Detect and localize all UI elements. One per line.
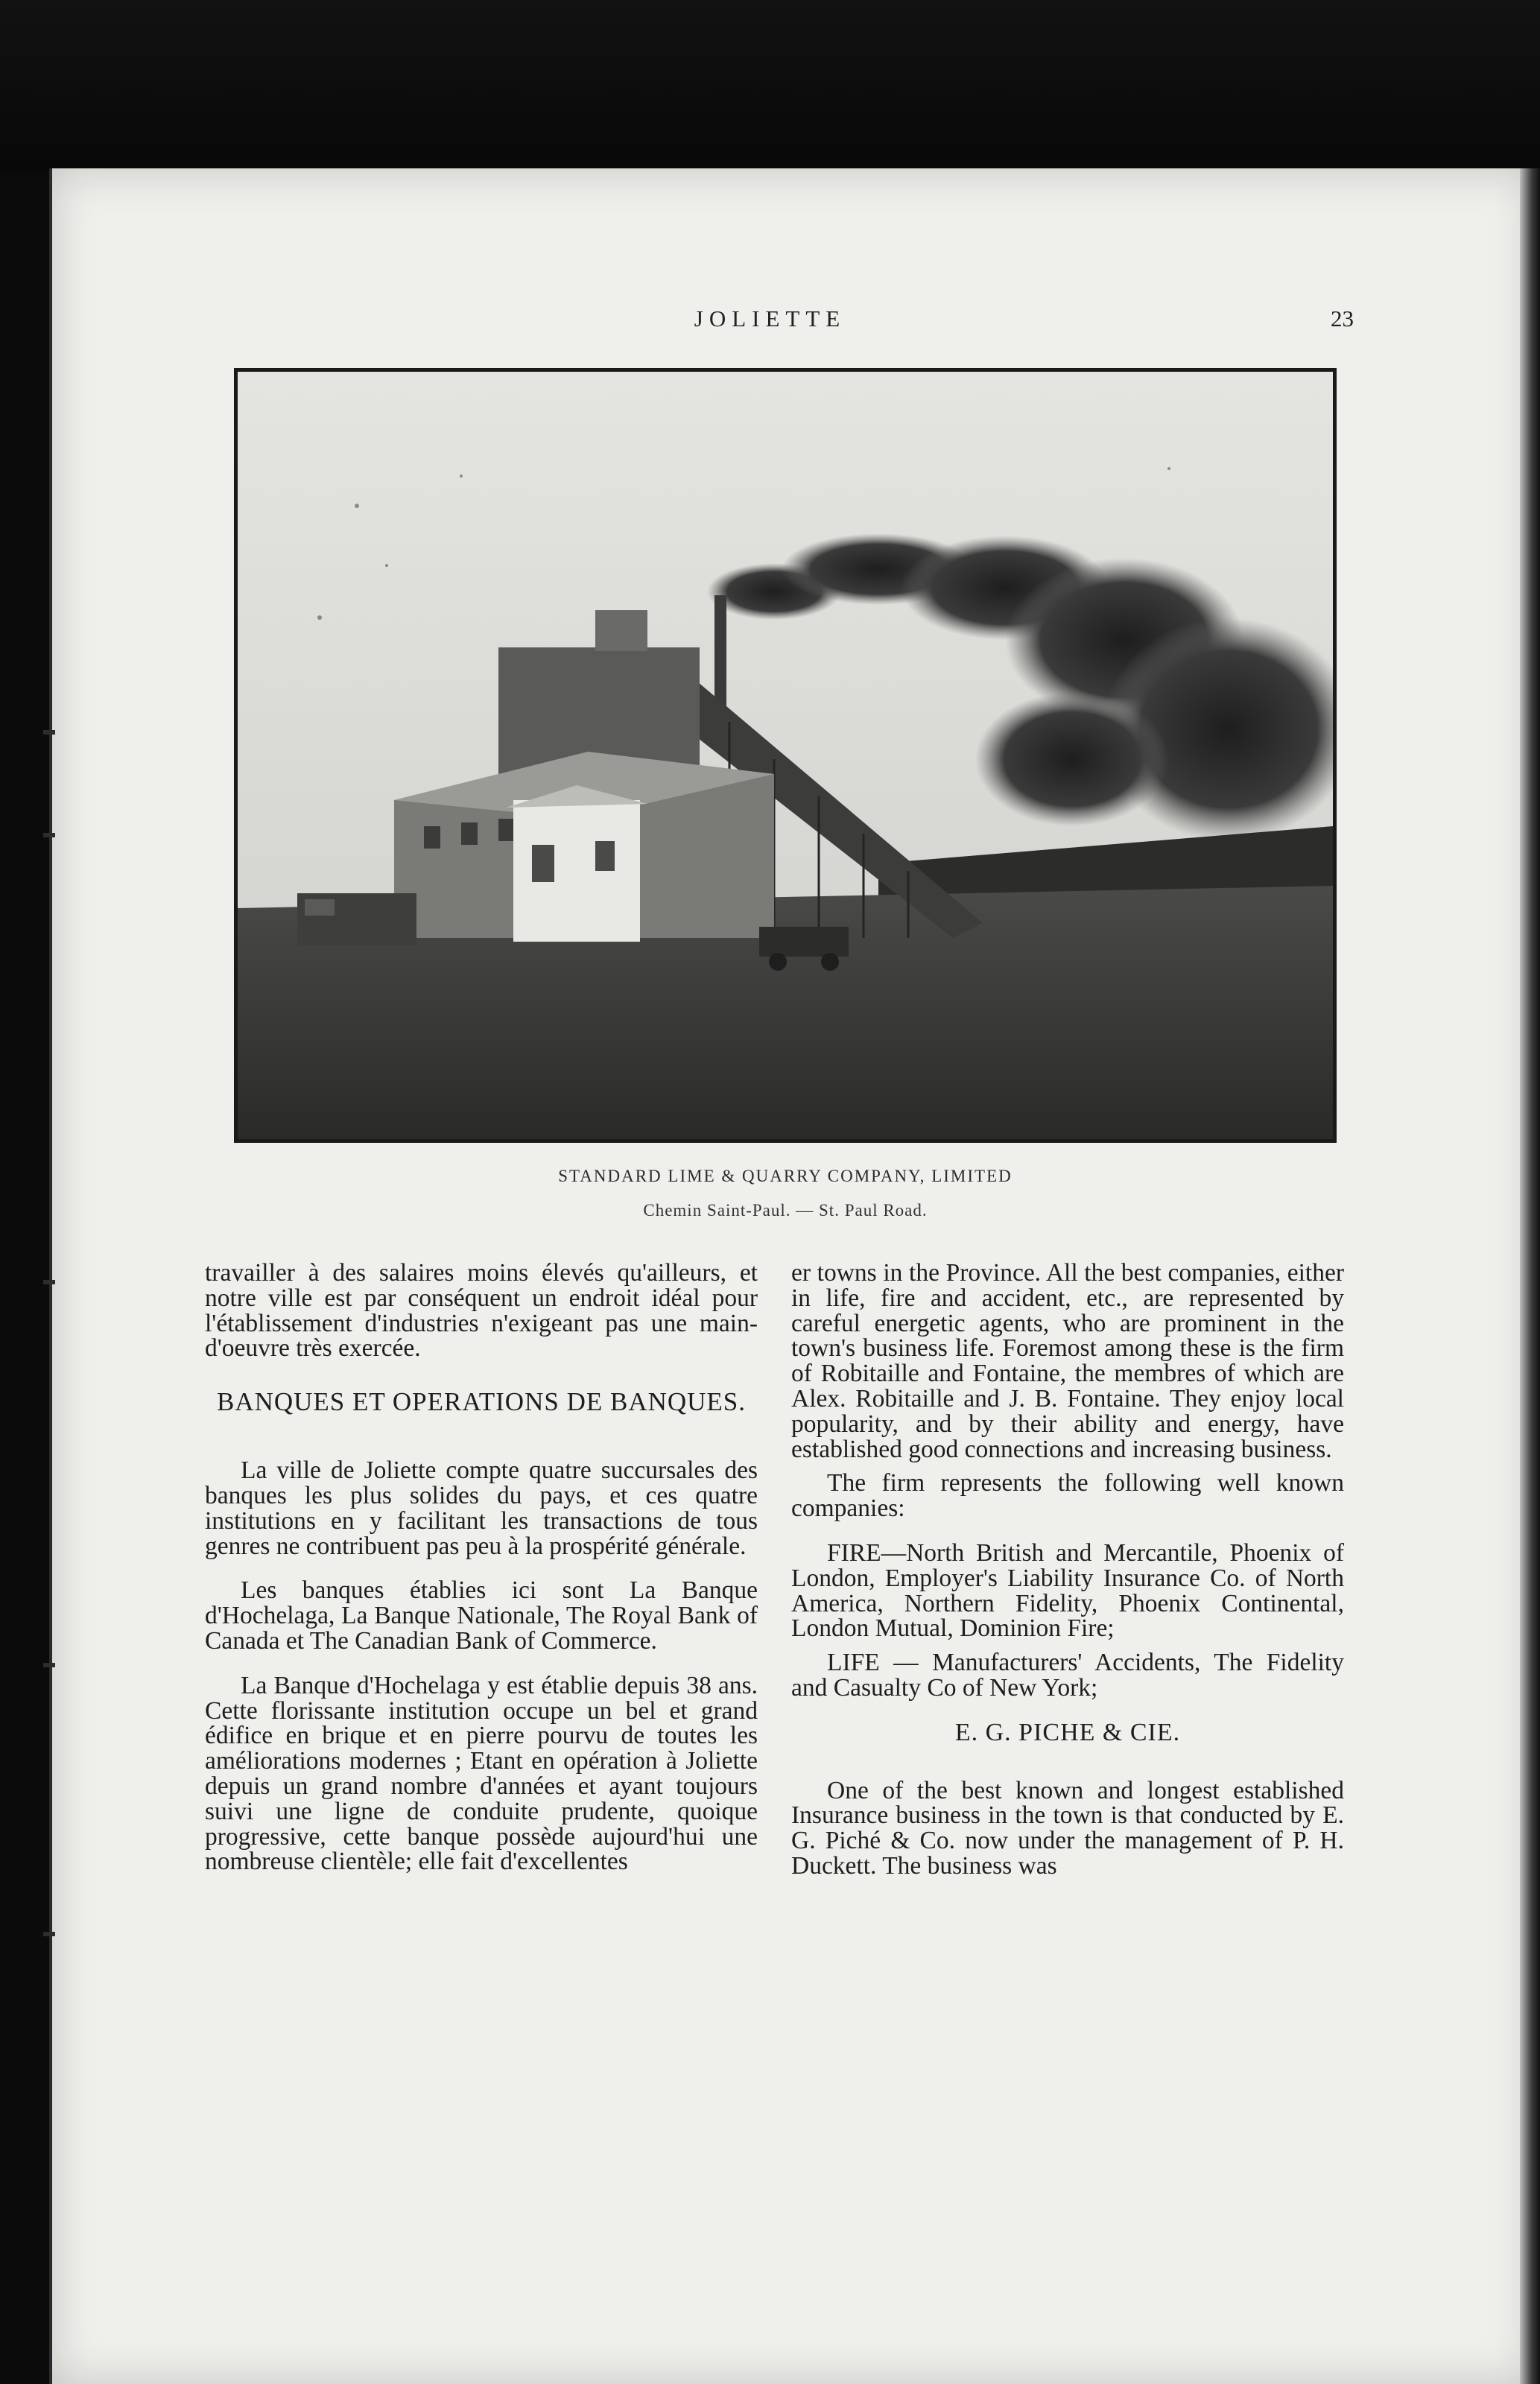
paragraph: travailler à des salaires moins élevés qu'ailleurs, et notre ville est par conséquent un endroit idéal pour l'établissement d'industries n'exigeant pas une main-d'oeuvre très exercée. (205, 1259, 758, 1363)
page-number: 23 (1331, 305, 1354, 332)
paragraph: La Banque d'Hochelaga y est établie depuis 38 ans. Cette florissante institution occupe un bel et grand édifice en brique et en pierre pourvu de toutes les améliorations modernes ; Etant en opération à Joliette depuis un grand nombre d'années et ayant toujours suivi une ligne de conduite prudente, quoique progressive, cette banque possède aujourd'hui une nombreuse clientèle; elle fait d'excellentes (205, 1671, 758, 1876)
binding-mark (43, 1280, 55, 1284)
paragraph: FIRE—North British and Mercantile, Phoenix of London, Employer's Liability Insurance Co. of North America, Northern Fidelity, Phoenix Continental, London Mutual, Dominion Fire; (791, 1538, 1344, 1643)
binding-mark (43, 1663, 55, 1667)
photo-caption-title: STANDARD LIME & QUARRY COMPANY, LIMITED (558, 1167, 1013, 1185)
factory-photo-illustration (238, 372, 1333, 1139)
scan-background-top (0, 0, 1540, 171)
photo-caption-subtitle: Chemin Saint-Paul. — St. Paul Road. (643, 1201, 928, 1220)
section-heading: E. G. PICHE & CIE. (954, 1718, 1181, 1746)
paragraph: LIFE — Manufacturers' Accidents, The Fidelity and Casualty Co of New York; (791, 1649, 1344, 1702)
binding-mark (43, 833, 55, 837)
paragraph: Les banques établies ici sont La Banque d'Hochelaga, La Banque Nationale, The Royal Bank of Canada et The Canadian Bank of Commerce. (205, 1576, 758, 1655)
paragraph: The firm represents the following well known companies: (791, 1469, 1344, 1523)
right-text-column (791, 1261, 1344, 1879)
section-heading: BANQUES ET OPERATIONS DE BANQUES. (216, 1387, 747, 1417)
factory-photograph (234, 368, 1337, 1143)
page-edge-shadow (1520, 168, 1540, 2384)
left-text-column (205, 1261, 758, 1874)
paragraph: One of the best known and longest established Insurance business in the town is that conducted by E. G. Piché & Co. now under the management of P. H. Duckett. The business was (791, 1776, 1344, 1880)
paragraph: er towns in the Province. All the best companies, either in life, fire and accident, etc., are represented by careful energetic agents, who are prominent in the town's business life. Foremost among these is the firm of Robitaille and Fontaine, the membres of which are Alex. Robitaille and J. B. Fontaine. They enjoy local popularity, and by their ability and energy, have established good connections and increasing business. (791, 1259, 1344, 1463)
paragraph: La ville de Joliette compte quatre succursales des banques les plus solides du pays, et ces quatre institutions en y facilitant les transactions de tous genres ne contribuent pas peu à la prospérité générale. (205, 1456, 758, 1560)
running-title: JOLIETTE (694, 305, 846, 332)
binding-mark (43, 730, 55, 735)
binding-mark (43, 1932, 55, 1936)
